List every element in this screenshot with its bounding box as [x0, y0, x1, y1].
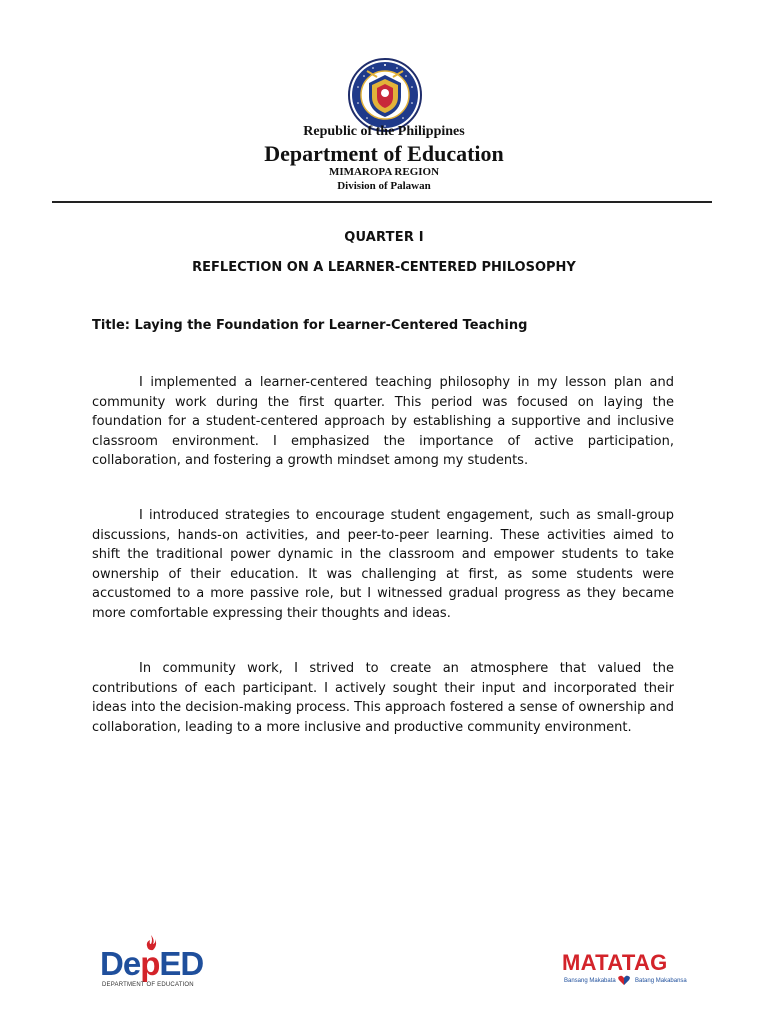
- matatag-wordmark: MATATAG: [562, 950, 668, 975]
- body-paragraph-1: I implemented a learner-centered teaching philosophy in my lesson plan and community work during the first quarter. This period was focused on laying the foundation for a student-centered approach by establishing a supportive and inclusive classroom environment. I emphasized the importance of active participation, collaboration, and fostering a growth mindset among my students.: [92, 375, 674, 468]
- division-heading: Division of Palawan: [337, 180, 431, 192]
- deped-wordmark: DepED: [100, 945, 204, 982]
- quarter-heading: QUARTER I: [344, 230, 424, 245]
- body-paragraph-3: In community work, I strived to create an atmosphere that valued the contributions of each participant. I actively sought their input and incorporated their ideas into the decision-making process. This approach fostered a sense of ownership and collaboration, leading to a more inclusive and productive community environment.: [92, 661, 674, 735]
- region-heading: MIMAROPA REGION: [328, 166, 440, 178]
- deped-seal-icon: [347, 57, 423, 133]
- deped-logo-subtext: DEPARTMENT OF EDUCATION: [102, 982, 194, 988]
- header-divider: [52, 201, 712, 203]
- matatag-tagline-right: Batang Makabansa: [635, 978, 687, 984]
- heart-icon: [618, 975, 630, 986]
- matatag-tagline-left: Bansang Makabata: [564, 978, 616, 984]
- republic-heading: Republic of the Philippines: [303, 124, 465, 139]
- matatag-logo: [562, 950, 688, 996]
- deped-logo: [100, 935, 212, 991]
- body-paragraph-2: I introduced strategies to encourage student engagement, such as small-group discussions, hands-on activities, and peer-to-peer learning. These activities aimed to shift the traditional power dynamic in the classroom and empower students to take ownership of their education. It was challenging at first, as some students were accustomed to a more passive role, but I witnessed gradual progress as they became more comfortable expressing their thoughts and ideas.: [92, 508, 674, 621]
- department-heading: Department of Education: [264, 141, 504, 166]
- document-title: Title: Laying the Foundation for Learner-Centered Teaching: [92, 318, 528, 333]
- reflection-subheading: REFLECTION ON A LEARNER-CENTERED PHILOSOPHY: [192, 260, 576, 275]
